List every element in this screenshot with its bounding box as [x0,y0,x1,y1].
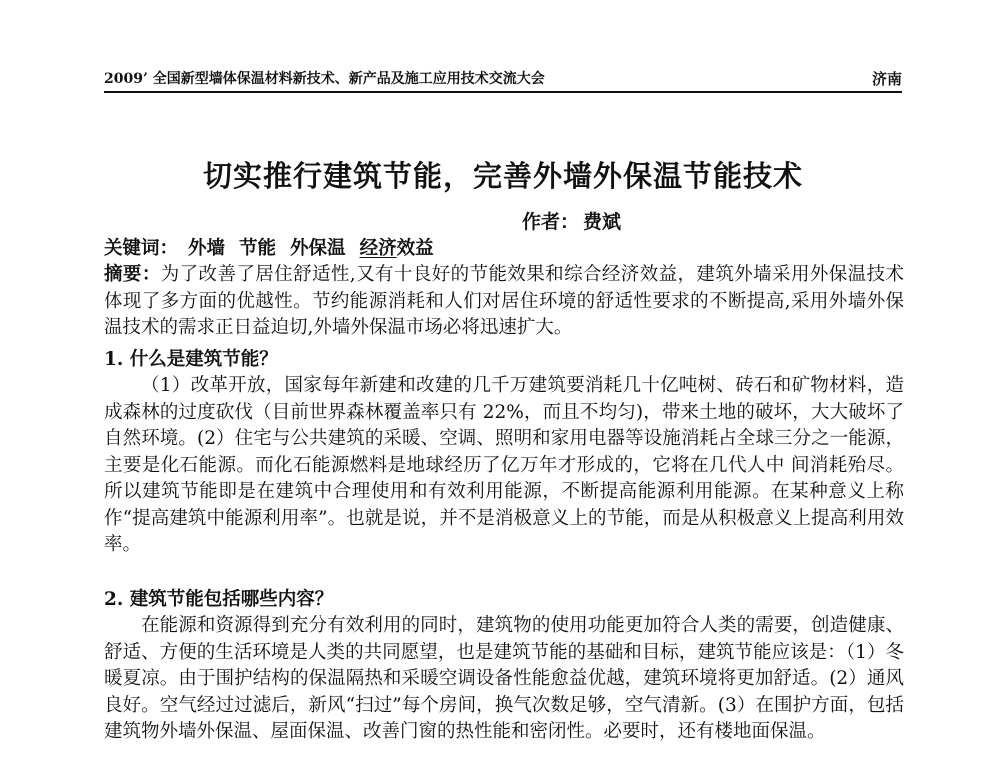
section-paragraph: （1）改革开放，国家每年新建和改建的几千万建筑要消耗几十亿吨树、砖石和矿物材料，造成森林的过度砍伐（目前世界森林覆盖率只有 22%，而且不均匀)，带来土地的破坏，大大破坏了自然环境。(2）住宅与公共建筑的采暖、空调、照明和家用电器等设施消耗占全球三分之一能源，主要是化石能源。而化石能源燃料是地球经历了亿万年才形成的，它将在几代人中 间消耗殆尽。所以建筑节能即是在建筑中合理使用和有效利用能源，不断提高能源利用能源。在某种意义上称作“提高建筑中能源利用率”。也就是说，并不是消极意义上的节能，而是从积极意义上提高利用效率。 [104,375,904,555]
conference-name: 2009’ 全国新型墙体保温材料新技术、新产品及施工应用技术交流大会 [104,71,545,87]
header-rule [104,91,902,93]
conference-city: 济南 [871,70,902,88]
paper-title: 切实推行建筑节能，完善外墙外保温节能技术 [202,159,803,193]
keywords-label: 关键词： [104,238,179,259]
running-header [104,68,902,90]
author-name: 费斌 [583,211,622,233]
abstract-label: 摘要： [104,264,161,285]
keywords-line [104,235,434,263]
section-heading: 1. 什么是建筑节能？ [104,349,278,370]
keyword: 外保温 [290,238,346,259]
keyword-underlined: 经济 [359,238,397,259]
author-label: 作者： [522,211,580,233]
author-line [522,207,625,234]
keyword: 外墙 [188,238,226,259]
keyword: 节能 [239,238,277,259]
section-paragraph: 在能源和资源得到充分有效利用的同时，建筑物的使用功能更加符合人类的需要，创造健康、舒适、方便的生活环境是人类的共同愿望，也是建筑节能的基础和目标，建筑节能应该是：（1）冬暖夏凉。由于围护结构的保温隔热和采暖空调设备性能愈益优越，建筑环境将更加舒适。(2）通风良好。空气经过过滤后，新风“扫过”每个房间，换气次数足够，空气清新。(3）在围护方面，包括建筑物外墙外保温、屋面保温、改善门窗的热性能和密闭性。必要时，还有楼地面保温。 [104,615,904,742]
abstract-text: 为了改善了居住舒适性,又有十良好的节能效果和综合经济效益，建筑外墙采用外保温技术体现了多方面的优越性。节约能源消耗和人们对居住环境的舒适性要求的不断提高,采用外墙外保温技术的需求正日益迫切,外墙外保温市场必将迅速扩大。 [104,264,904,338]
abstract-paragraph [104,262,904,342]
keyword-rest: 效益 [396,238,434,259]
section-heading: 2. 建筑节能包括哪些内容？ [104,589,334,610]
